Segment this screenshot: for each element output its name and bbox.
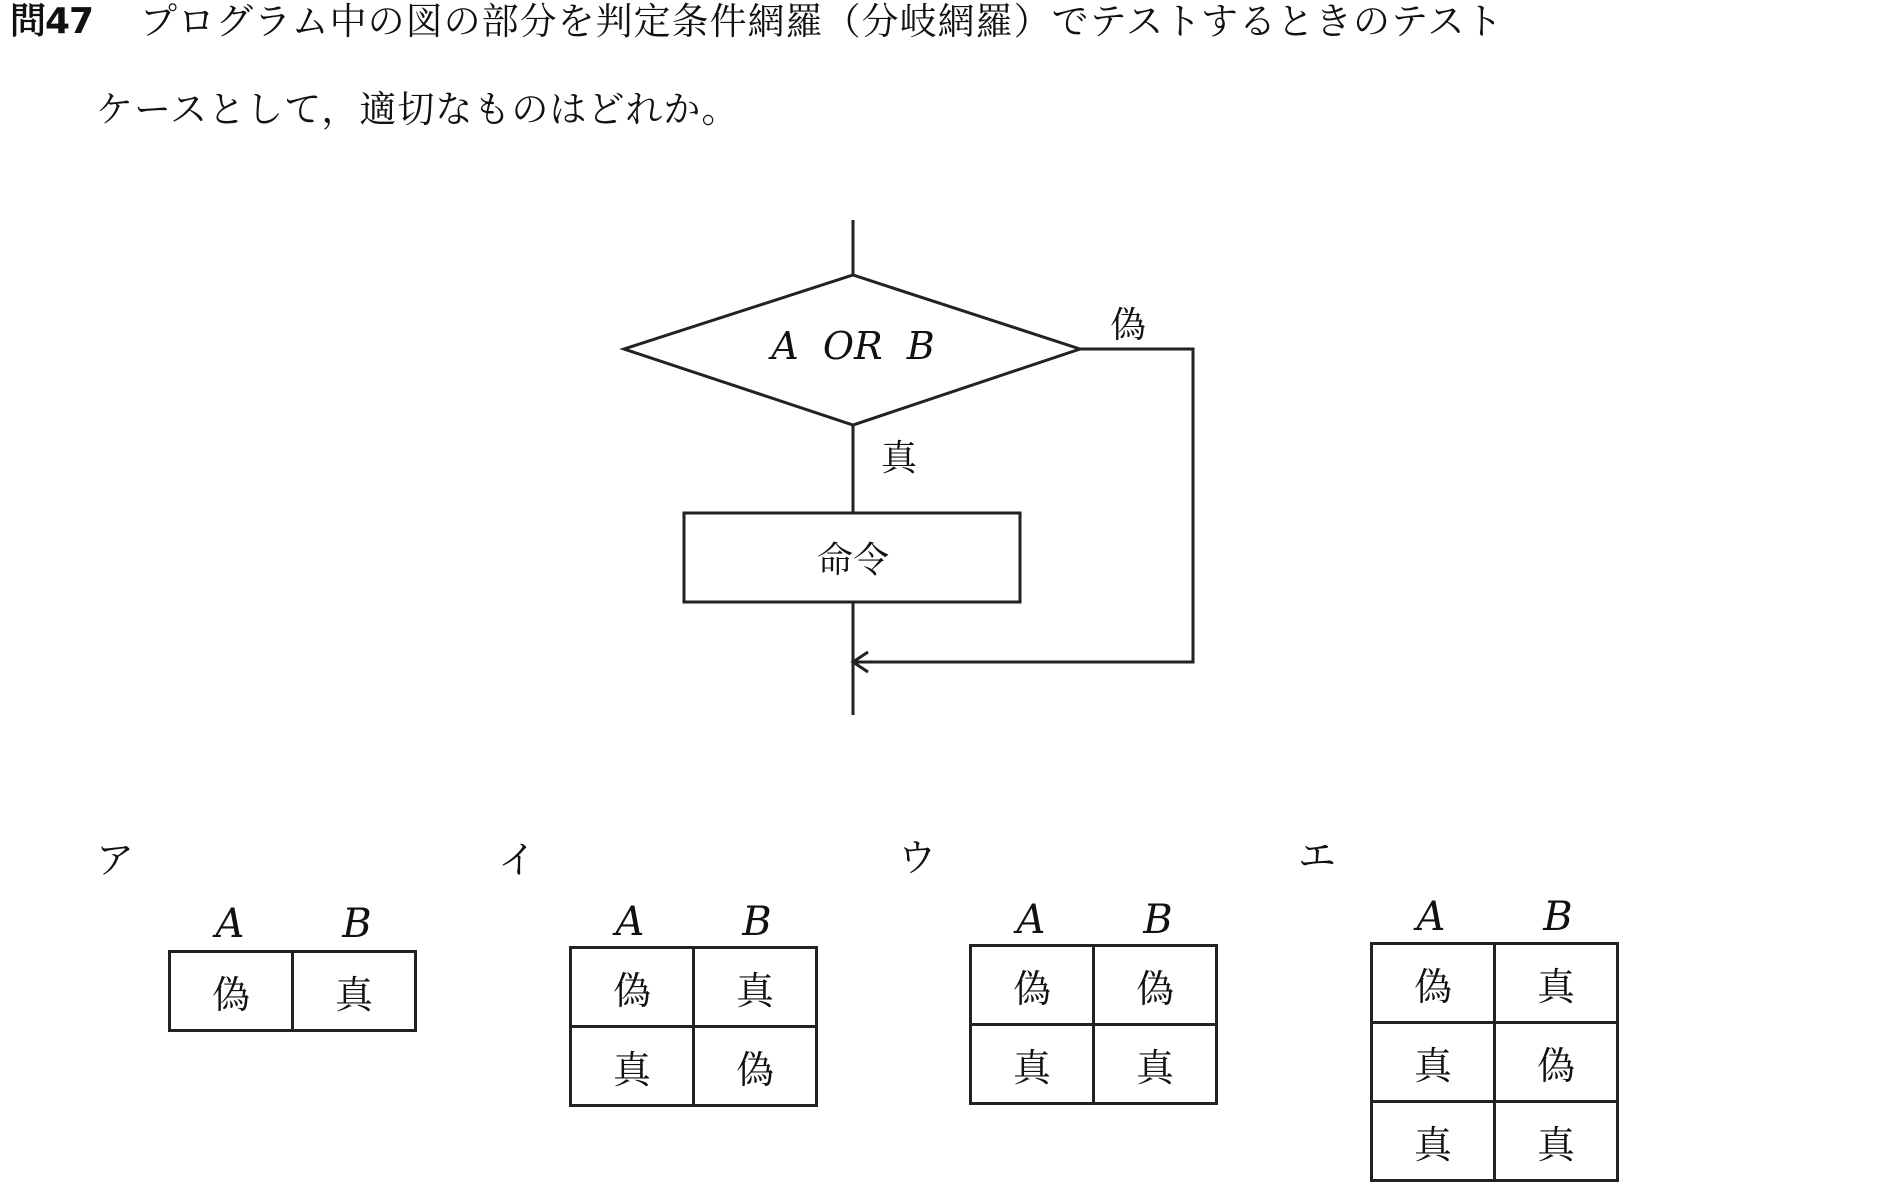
table-cell: 偽 [1495, 1023, 1618, 1102]
option-i-header-a: A [615, 899, 645, 945]
option-i-header-b: B [742, 899, 772, 945]
table-row [971, 1025, 1217, 1104]
option-label-a: ア [96, 838, 135, 882]
option-a-table [168, 950, 417, 1032]
option-u-header-b: B [1143, 897, 1173, 943]
question-text-line-1: プログラム中の図の部分を判定条件網羅（分岐網羅）でテストするときのテスト [140, 0, 1504, 43]
table-cell: 真 [293, 952, 416, 1031]
table-row [1372, 1023, 1618, 1102]
table-row [1372, 944, 1618, 1023]
table-row [971, 946, 1217, 1025]
option-a-header-b: B [342, 901, 372, 947]
option-a-header-a: A [215, 901, 245, 947]
option-u-table [969, 944, 1218, 1105]
option-label-u: ウ [898, 836, 937, 880]
option-e-table [1370, 942, 1619, 1182]
table-row [571, 1027, 817, 1106]
table-cell: 偽 [694, 1027, 817, 1106]
question-text-line-2: ケースとして，適切なものはどれか。 [96, 88, 740, 131]
table-cell: 真 [1372, 1023, 1495, 1102]
table-cell: 真 [1094, 1025, 1217, 1104]
option-u-header-a: A [1016, 897, 1046, 943]
table-cell: 真 [1495, 944, 1618, 1023]
table-cell: 真 [694, 948, 817, 1027]
option-label-i: イ [498, 838, 537, 882]
table-cell: 偽 [1094, 946, 1217, 1025]
table-cell: 偽 [571, 948, 694, 1027]
table-row [571, 948, 817, 1027]
table-cell: 偽 [971, 946, 1094, 1025]
table-cell: 偽 [170, 952, 293, 1031]
table-cell: 真 [1495, 1102, 1618, 1181]
true-label: 真 [880, 438, 918, 479]
option-i-table [569, 946, 818, 1107]
table-cell: 真 [571, 1027, 694, 1106]
false-label: 偽 [1109, 305, 1147, 346]
question-number: 問47 [10, 1, 94, 42]
process-text: 命令 [816, 540, 890, 581]
table-cell: 真 [971, 1025, 1094, 1104]
option-label-e: エ [1298, 834, 1337, 878]
table-row [1372, 1102, 1618, 1181]
table-cell: 偽 [1372, 944, 1495, 1023]
table-cell: 真 [1372, 1102, 1495, 1181]
option-e-header-a: A [1416, 894, 1446, 940]
option-e-header-b: B [1543, 894, 1573, 940]
condition-text: A OR B [771, 324, 935, 368]
table-row [170, 952, 416, 1031]
